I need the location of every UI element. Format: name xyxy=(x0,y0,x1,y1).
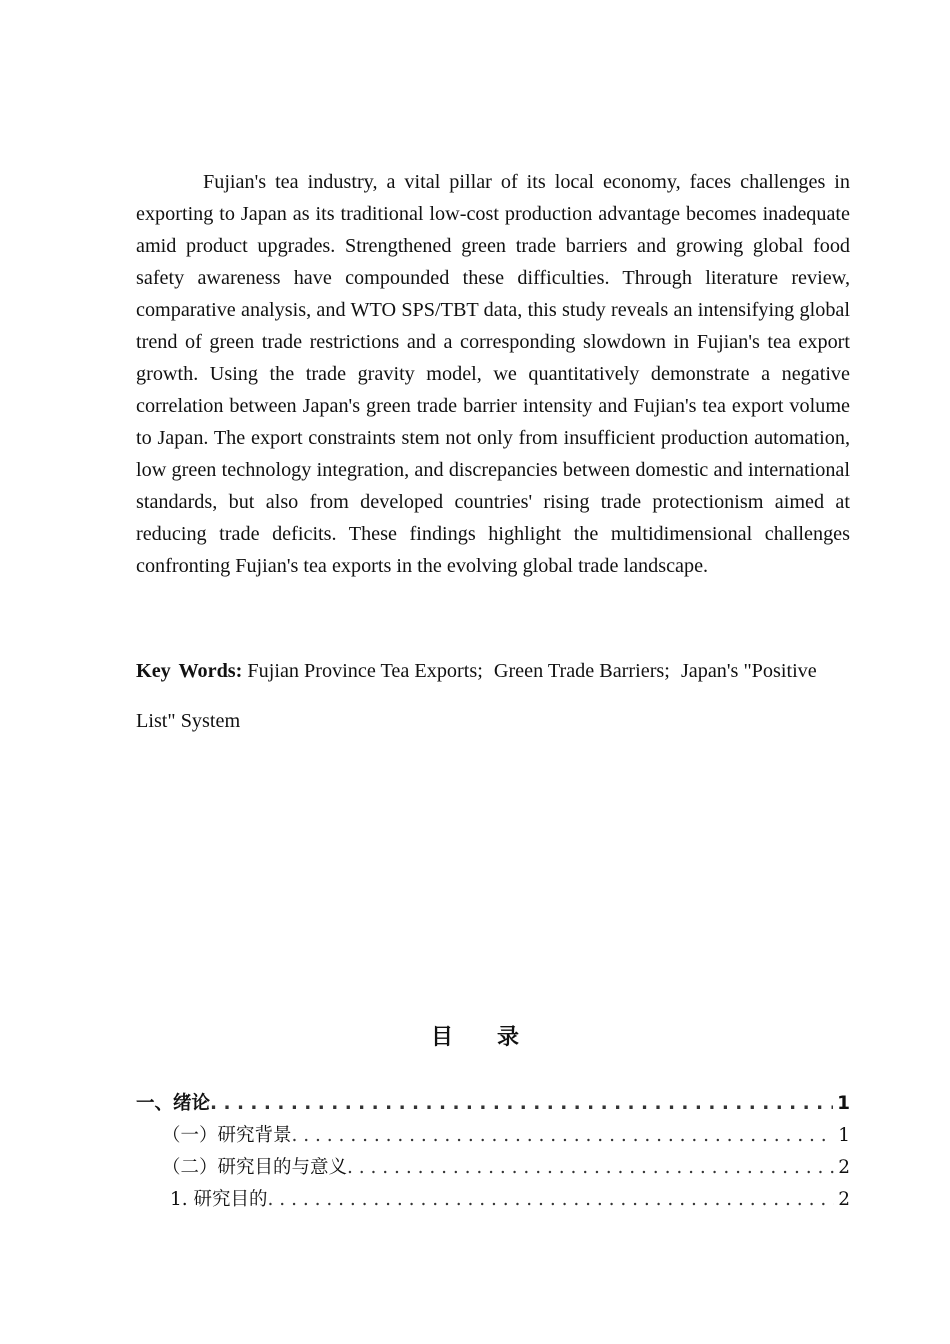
keyword-item: Fujian Province Tea Exports; xyxy=(247,660,483,682)
toc-entry-page: 1 xyxy=(838,1125,850,1146)
toc-entry-page: 2 xyxy=(838,1157,850,1178)
keyword-item: Japan's "Positive List" System xyxy=(136,660,817,732)
toc-title: 目录 xyxy=(430,1025,563,1050)
toc-leader-dots xyxy=(268,1184,835,1216)
toc-entry-page: 1 xyxy=(837,1093,850,1114)
toc-entry-page: 2 xyxy=(838,1189,850,1210)
toc-entry-label: 1. 研究目的 xyxy=(170,1189,268,1210)
toc-entry[interactable] xyxy=(136,1152,850,1184)
toc-leader-dots xyxy=(347,1152,834,1184)
toc-entry[interactable] xyxy=(136,1088,850,1120)
toc-entry[interactable] xyxy=(136,1184,850,1216)
toc-leader-dots xyxy=(292,1120,835,1152)
toc-entry-label: （一）研究背景 xyxy=(162,1125,292,1146)
keywords-line xyxy=(136,646,850,746)
toc-leader-dots xyxy=(210,1088,833,1120)
keywords-label: Key Words: xyxy=(136,660,243,682)
abstract-paragraph: Fujian's tea industry, a vital pillar of its local economy, faces challenges in exporting to Japan as its traditional low-cost production advantage becomes inadequate amid product upgrades. Strengthened green trade barriers and growing global food safety awareness have compounded these difficulties. Through literature review, comparative analysis, and WTO SPS/TBT data, this study reveals an intensifying global trend of green trade restrictions and a corresponding slowdown in Fujian's tea export growth. Using the trade gravity model, we quantitatively demonstrate a negative correlation between Japan's green trade barrier intensity and Fujian's tea export volume to Japan. The export constraints stem not only from insufficient production automation, low green technology integration, and discrepancies between domestic and international standards, but also from developed countries' rising trade protectionism aimed at reducing trade deficits. These findings highlight the multidimensional challenges confronting Fujian's tea exports in the evolving global trade landscape. xyxy=(136,171,850,577)
keyword-item: Green Trade Barriers; xyxy=(493,660,670,682)
table-of-contents xyxy=(136,1088,850,1216)
toc-entry-label: 一、绪论 xyxy=(136,1093,211,1114)
toc-entry-label: （二）研究目的与意义 xyxy=(162,1157,348,1178)
toc-entry[interactable] xyxy=(136,1120,850,1152)
